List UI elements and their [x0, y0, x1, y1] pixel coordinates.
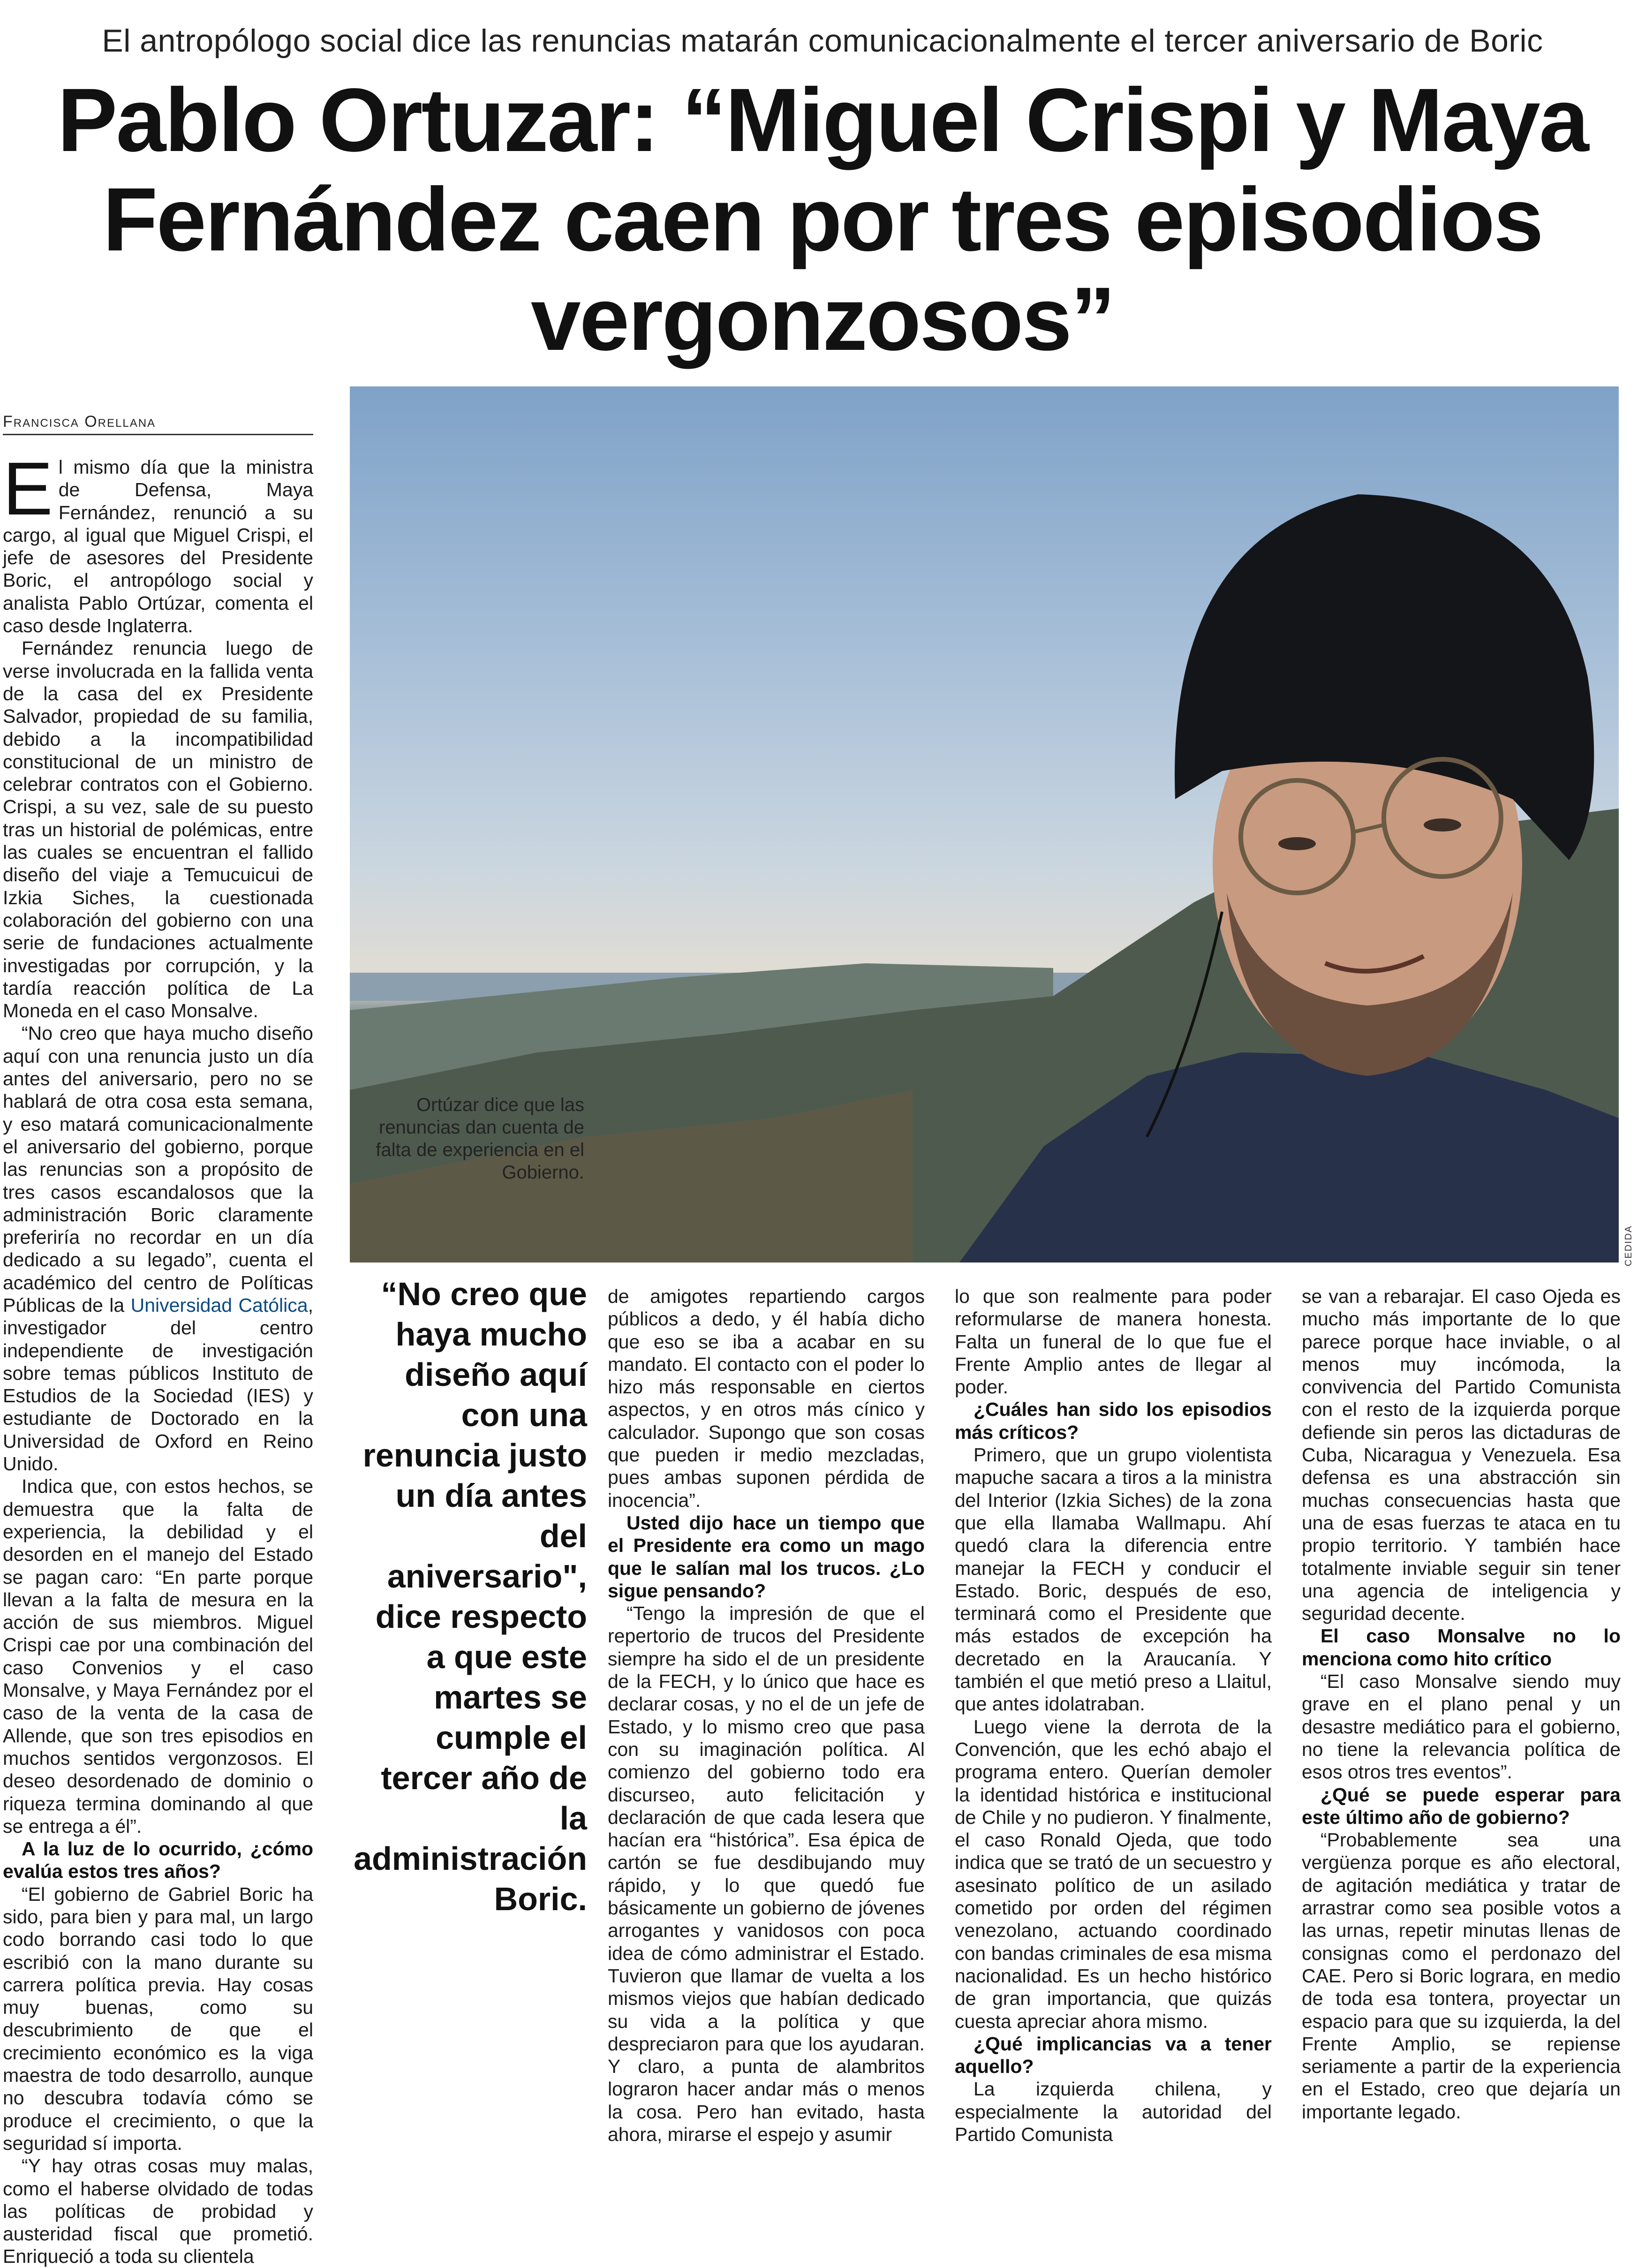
headline: Pablo Ortuzar: “Miguel Crispi y Maya Fernández caen por tres episodios vergonzosos”	[57, 69, 1588, 369]
paragraph: lo que son realmente para poder reformularse de manera honesta. Falta un funeral de lo que fue el Frente Amplio antes de llegar al poder.	[955, 1285, 1272, 1398]
paragraph-text: , investigador del centro independiente de investigación sobre temas públicos Instituto de Estudios de la Sociedad (IES) y estudiante de Doctorado en la Universidad de Oxford en Reino Unido.	[3, 1294, 313, 1475]
byline: Francisca Orellana	[3, 413, 313, 435]
paragraph: Indica que, con estos hechos, se demuestra que la falta de experiencia, la debilidad y el desorden en el manejo del Estado se pagan caro: “En parte porque llevan a la falta de mesura en la acción de sus miembros. Miguel Crispi cae por una combinación del caso Convenios y el caso Monsalve, y Maya Fernández por el caso de la venta de la casa de Allende, que son tres episodios en muchos sentidos vergonzosos. El deseo desordenado de dominio o riqueza termina dominando al que se entrega a él”.	[3, 1475, 313, 1837]
intro-text: l mismo día que la ministra de Defensa, Maya Fernández, renunció a su cargo, al igual que Miguel Crispi, el jefe de asesores del Presidente Boric, el antropólogo social y analista Pablo Ortúzar, comenta el caso desde Inglaterra.	[3, 456, 313, 637]
column-1	[3, 446, 313, 2268]
paragraph: de amigotes repartiendo cargos públicos a dedo, y él había dicho que eso se iba a acabar en su mandato. El contacto con el poder lo hizo más responsable en ciertos aspectos, y en otros más cínico y calculador. Supongo que son cosas que pueden ir medio mezcladas, pues ambas suponen pérdida de inocencia”.	[608, 1285, 925, 1511]
paragraph: Primero, que un grupo violentista mapuche sacara a tiros a la ministra del Interior (Izkia Siches) de la zona que ella llamaba Wallmapu. Ahí quedó clara la diferencia entre manejar la FECH y conducir el Estado. Boric, después de eso, terminará como el Presidente que más estados de excepción ha decretado en la Araucanía. Y también el que metió preso a Llaitul, que antes idolatraban.	[955, 1444, 1272, 1715]
intro-paragraph	[3, 446, 313, 637]
paragraph	[3, 1022, 313, 1475]
paragraph-text: “No creo que haya mucho diseño aquí con una renuncia justo un día antes del aniversario, pero no se hablará de otra cosa esta semana, y eso matará comunicacionalmente el aniversario del gobierno, porque las renuncias son a propósito de tres casos escandalosos que la administración Boric claramente preferiría no recordar en un día dedicado a su legado”, cuenta el académico del centro de Políticas Públicas de la	[3, 1022, 313, 1316]
eye-left	[1278, 837, 1316, 850]
eye-right	[1424, 818, 1461, 832]
paragraph: “Probablemente sea una vergüenza porque es año electoral, de agitación mediática y tratar de arrastrar como sea posible votos a las urnas, repetir minutas llenas de consignas como el perdonazo del CAE. Pero si Boric lograra, en medio de toda esa tontera, proyectar un espacio para que su izquierda, la del Frente Amplio, se repiense seriamente a partir de la experiencia en el Estado, creo que dejaría un importante legado.	[1302, 1829, 1621, 2123]
paragraph: Luego viene la derrota de la Convención, que les echó abajo el programa entero. Querían demoler la identidad histórica e institucional de Chile y no pudieron. Y finalmente, el caso Ronald Ojeda, que todo indica que se trató de un secuestro y asesinato político de un asilado cometido por orden del régimen venezolano, actuando coordinado con bandas criminales de esa misma nacionalidad. Es un hecho histórico de gran importancia, que quizás cuesta apreciar ahora mismo.	[955, 1716, 1272, 2032]
interview-question: El caso Monsalve no lo menciona como hito crítico	[1302, 1625, 1621, 1670]
pull-quote: “No creo que haya mucho diseño aquí con una renuncia justo un día antes del aniversario", dice respecto a que este martes se cumple el tercer año de la administración Boric.	[354, 1276, 587, 1917]
university-link[interactable]: Universidad Católica	[130, 1294, 308, 1316]
dropcap: E	[3, 446, 53, 530]
paragraph: se van a rebarajar. El caso Ojeda es mucho más importante de lo que parece porque hace inviable, o al menos muy incómoda, la convivencia del Partido Comunista con el resto de la izquierda porque defiende sin peros las dictaduras de Cuba, Nicaragua y Venezuela. Esa defensa es una abstracción sin muchas consecuencias hasta que una de esas fuerzas te ataca en tu propio territorio. Y también hace totalmente inviable seguir sin tener una agencia de inteligencia y seguridad decente.	[1302, 1285, 1621, 1625]
kicker: El antropólogo social dice las renuncias matarán comunicacionalmente el tercer aniversario de Boric	[102, 23, 1543, 59]
interview-question: A la luz de lo ocurrido, ¿cómo evalúa estos tres años?	[3, 1838, 313, 1882]
photo-caption: Ortúzar dice que las renuncias dan cuenta de falta de experiencia en el Gobierno.	[376, 1095, 584, 1183]
column-2	[608, 1285, 925, 2146]
paragraph: “Tengo la impresión de que el repertorio de trucos del Presidente siempre ha sido el de un presidente de la FECH, y lo único que hace es declarar cosas, y no el de un jefe de Estado, y lo mismo creo que pasa con su imaginación política. Al comienzo del gobierno todo era discurseo, auto felicitación y declaración de que cada lesera que hacían era “histórica”. Esa épica de cartón se fue desdibujando muy rápido, y lo que quedó fue básicamente un gobierno de jóvenes arrogantes y vanidosos con poca idea de cómo administrar el Estado. Tuvieron que llamar de vuelta a los mismos viejos que habían dedicado su vida a la política y que despreciaron para que los ayudaran. Y claro, a punta de alambritos lograron hacer andar más o menos la cosa. Pero han evitado, hasta ahora, mirarse el espejo y asumir	[608, 1603, 925, 2145]
interview-question: Usted dijo hace un tiempo que el Presidente era como un mago que le salían mal los trucos. ¿Lo sigue pensando?	[608, 1512, 925, 1602]
paragraph: Fernández renuncia luego de verse involucrada en la fallida venta de la casa del ex Presidente Salvador, propiedad de su familia, debido a la incompatibilidad constitucional de un ministro de celebrar contratos con el Gobierno. Crispi, a su vez, sale de su puesto tras un historial de polémicas, entre las cuales se encuentran el fallido diseño del viaje a Temucuicui de Izkia Siches, la cuestionada colaboración del gobierno con una serie de fundaciones actualmente investigadas por corrupción, y la tardía reacción política de La Moneda en el caso Monsalve.	[3, 637, 313, 1022]
paragraph: “Y hay otras cosas muy malas, como el haberse olvidado de todas las políticas de probidad y austeridad fiscal que prometió. Enriqueció a toda su clientela	[3, 2155, 313, 2268]
paragraph: “El caso Monsalve siendo muy grave en el plano penal y un desastre mediático para el gobierno, no tiene la relevancia política de esos otros tres eventos”.	[1302, 1671, 1621, 1783]
interview-question: ¿Qué implicancias va a tener aquello?	[955, 2033, 1272, 2078]
column-3	[955, 1285, 1272, 2146]
column-4	[1302, 1285, 1621, 2123]
photo-credit: CEDIDA	[1623, 1225, 1634, 1266]
paragraph: La izquierda chilena, y especialmente la autoridad del Partido Comunista	[955, 2078, 1272, 2145]
interview-question: ¿Cuáles han sido los episodios más críticos?	[955, 1399, 1272, 1443]
interview-question: ¿Qué se puede esperar para este último año de gobierno?	[1302, 1784, 1621, 1828]
paragraph: “El gobierno de Gabriel Boric ha sido, para bien y para mal, un largo codo borrando casi todo lo que escribió con la mano durante su carrera política previa. Hay cosas muy buenas, como su descubrimiento de que el crecimiento económico es la viga maestra de todo desarrollo, aunque no descubra todavía cómo se produce el crecimiento, o que la seguridad sí importa.	[3, 1883, 313, 2154]
